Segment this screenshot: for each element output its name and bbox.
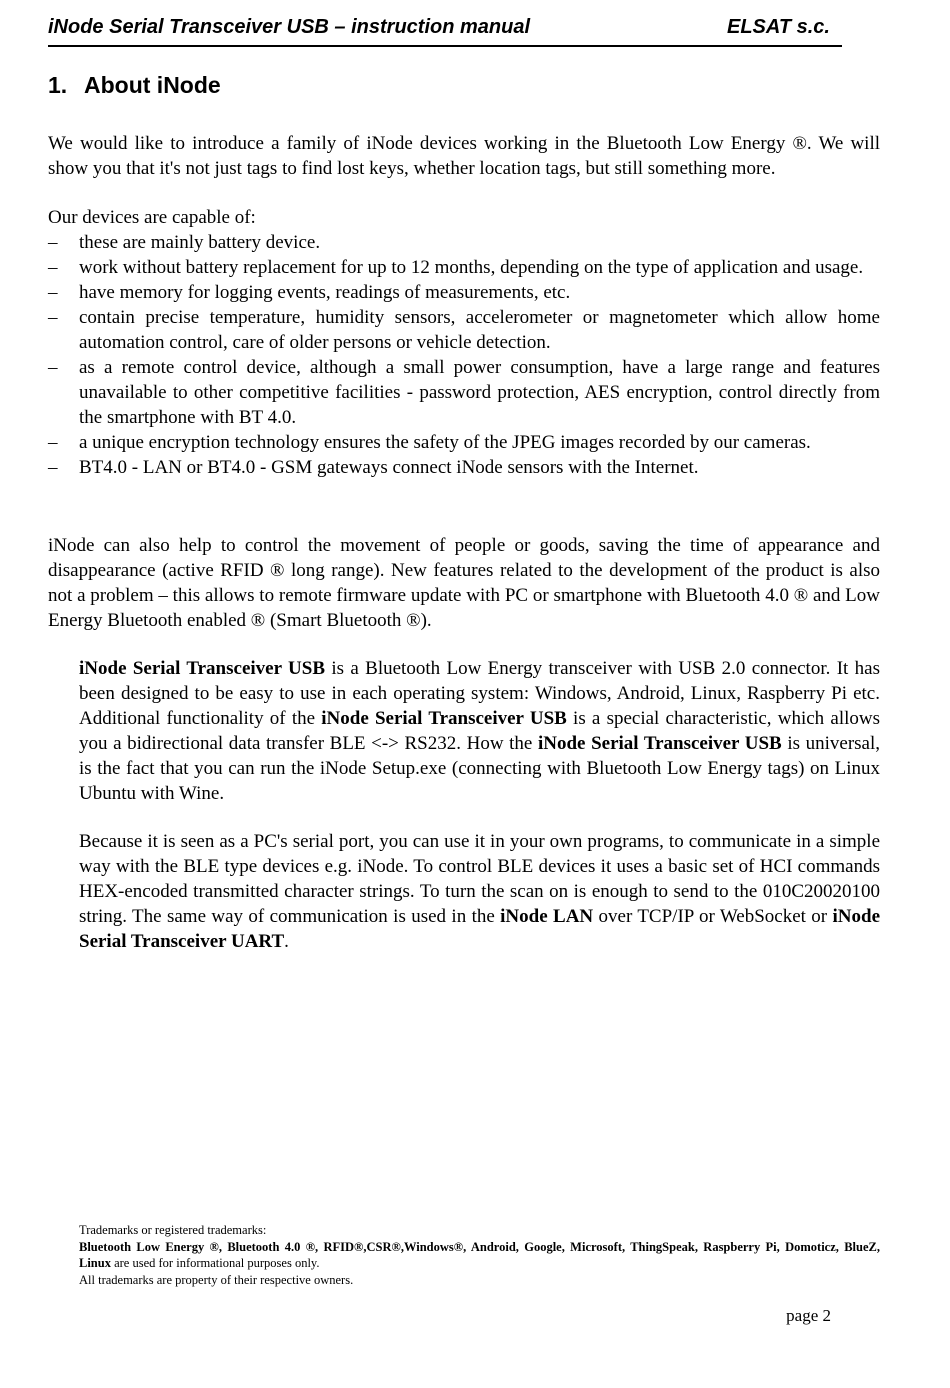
- list-dash: –: [48, 307, 58, 328]
- header-title: iNode Serial Transceiver USB – instruction manual: [48, 16, 531, 38]
- list-item-text: work without battery replacement for up to 12 months, depending on the type of application and usage.: [79, 257, 864, 278]
- list-item: [48, 255, 880, 280]
- product-name: iNode Serial Transceiver USB: [321, 708, 567, 729]
- list-item: [48, 305, 880, 355]
- page-number: page 2: [786, 1306, 831, 1325]
- paragraph-text: is a special characteristic, which allows you a bidirectional data transfer BLE <-> RS232. How the: [79, 708, 880, 754]
- list-item-text: these are mainly battery device.: [79, 232, 321, 253]
- list-item: [48, 280, 880, 305]
- list-dash: –: [48, 282, 58, 303]
- paragraph-text: Because it is seen as a PC's serial port, you can use it in your own programs, to communicate in a simple way with the BLE type devices e.g. iNode. To control BLE devices it uses a basic set of HCI commands HEX-encoded transmitted character strings. To turn the scan on is enough to send to the 010C20020100 string. The same way of communication is used in the: [79, 831, 880, 927]
- trademarks-usage: are used for informational purposes only.: [110, 1256, 320, 1270]
- list-item-text: as a remote control device, although a small power consumption, have a large range and features unavailable to other competitive facilities - password protection, AES encryption, control directly from the smartphone with BT 4.0.: [79, 357, 880, 428]
- product-name: iNode Serial Transceiver UART: [79, 906, 880, 952]
- list-item: [48, 355, 880, 430]
- list-item: [48, 430, 880, 455]
- paragraph-text: .: [284, 931, 289, 952]
- list-dash: –: [48, 357, 58, 378]
- product-name: iNode Serial Transceiver USB: [79, 658, 325, 679]
- list-dash: –: [48, 432, 58, 453]
- list-item: [48, 455, 880, 480]
- list-item-text: have memory for logging events, readings of measurements, etc.: [79, 282, 571, 303]
- section-title: About iNode: [84, 72, 221, 98]
- section-heading: [48, 72, 221, 99]
- trademarks-footnote: [79, 1222, 880, 1288]
- list-item-text: a unique encryption technology ensures the safety of the JPEG images recorded by our cameras.: [79, 432, 811, 453]
- paragraph-text: is universal, is the fact that you can run the iNode Setup.exe (connecting with Bluetooth Low Energy tags) on Linux Ubuntu with Wine.: [79, 733, 880, 804]
- trademarks-names: Bluetooth Low Energy ®, Bluetooth 4.0 ®, RFID®,CSR®,Windows®, Android, Google, Microsoft, ThingSpeak, Raspberry Pi, Domoticz, BlueZ, Linux: [79, 1239, 880, 1270]
- capabilities-list: [48, 230, 880, 480]
- list-item-text: contain precise temperature, humidity sensors, accelerometer or magnetometer which allow home automation control, care of older persons or vehicle detection.: [79, 307, 880, 353]
- trademarks-heading: Trademarks or registered trademarks:: [79, 1223, 267, 1237]
- rfid-paragraph: iNode can also help to control the movement of people or goods, saving the time of appearance and disappearance (active RFID ® long range). New features related to the development of the product is also not a problem – this allows to remote firmware update with PC or smartphone with Bluetooth 4.0 ® and Low Energy Bluetooth enabled ® (Smart Bluetooth ®).: [48, 535, 880, 631]
- header-company: ELSAT s.c.: [727, 16, 830, 38]
- paragraph-text: is a Bluetooth Low Energy transceiver with USB 2.0 connector. It has been designed to be easy to use in each operating system: Windows, Android, Linux, Raspberry Pi etc. Additional functionality of the: [79, 658, 880, 729]
- list-item-text: BT4.0 - LAN or BT4.0 - GSM gateways connect iNode sensors with the Internet.: [79, 457, 699, 478]
- list-item: [48, 230, 880, 255]
- page-header: [48, 15, 842, 47]
- capabilities-title: Our devices are capable of:: [48, 207, 256, 228]
- section-number: 1.: [48, 72, 68, 98]
- trademarks-ownership: All trademarks are property of their respective owners.: [79, 1272, 354, 1287]
- list-dash: –: [48, 257, 58, 278]
- product-name: iNode LAN: [500, 906, 594, 927]
- trademarks-list: [79, 1239, 880, 1272]
- list-dash: –: [48, 457, 58, 478]
- list-dash: –: [48, 232, 58, 253]
- transceiver-paragraph: [79, 656, 880, 806]
- serial-port-paragraph: [79, 829, 880, 954]
- intro-paragraph: We would like to introduce a family of iNode devices working in the Bluetooth Low Energy ®. We will show you that it's not just tags to find lost keys, whether location tags, but still something more.: [48, 133, 880, 179]
- product-name: iNode Serial Transceiver USB: [537, 733, 782, 754]
- paragraph-text: over TCP/IP or WebSocket or: [593, 906, 833, 927]
